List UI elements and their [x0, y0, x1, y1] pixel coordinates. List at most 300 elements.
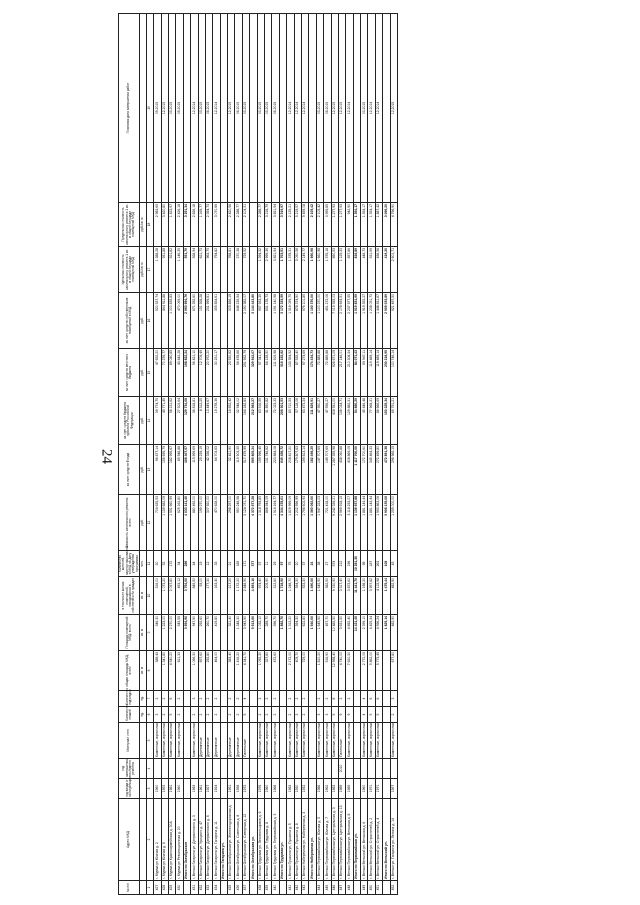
table-cell: 9 459,08	[301, 203, 308, 247]
table-cell: 1 341,80	[161, 651, 168, 691]
table-cell: 430	[176, 881, 183, 895]
table-cell	[220, 577, 227, 615]
table-cell: Каменные, кирпичные	[176, 723, 183, 759]
table-cell: 1 238 051,73	[368, 293, 375, 349]
table-cell: 451	[375, 881, 382, 895]
table-cell: 845,50	[191, 577, 198, 615]
table-cell: 1960	[361, 779, 368, 799]
column-header: Материал стен	[119, 723, 140, 759]
table-cell: 2	[213, 691, 220, 707]
table-cell: 1960	[265, 779, 272, 799]
table-cell: 649 458,72	[279, 445, 286, 495]
table-cell: 1 139 682,09	[161, 495, 168, 551]
table-cell: Итого по Трудовая ул.	[279, 799, 286, 881]
table-cell: 1 551 660,99	[168, 495, 175, 551]
table-cell	[191, 759, 198, 779]
table-cell	[250, 14, 257, 203]
table-cell: 3 754,00	[183, 577, 190, 615]
table-cell	[353, 651, 360, 691]
table-cell	[183, 881, 190, 895]
table-cell	[220, 723, 227, 759]
table-cell: 57 118,06	[294, 397, 301, 445]
table-cell: 25 239,19	[198, 445, 205, 495]
table-row	[154, 14, 161, 895]
table-cell: 251 932,79	[242, 349, 249, 397]
table-cell: 382,50	[324, 577, 331, 615]
unit-cell	[140, 14, 147, 203]
table-cell: 1 066,30	[191, 651, 198, 691]
table-cell: 172 700,60	[361, 445, 368, 495]
table-cell: 1 881 143,44	[361, 495, 368, 551]
subtotal-row	[279, 14, 286, 895]
table-cell: 1957	[390, 779, 397, 799]
table-cell: 171	[242, 551, 249, 577]
table-cell: г. Вельск Октябрьская ул. Северная д. 12	[242, 799, 249, 881]
column-header: Стоимость капитального ремонта: всего	[119, 495, 140, 551]
table-cell: 436	[235, 881, 242, 895]
table-cell: Каменные, кирпичные	[316, 723, 323, 759]
column-header: Площадь помещений МКД: всего	[119, 615, 140, 651]
table-cell	[301, 759, 308, 779]
table-cell	[383, 707, 390, 723]
column-header: Предельная стоимость капитального ремонта 1 кв. м общей площади помещений МКД	[119, 203, 140, 247]
table-cell: 4 892,40	[346, 615, 353, 651]
table-cell	[279, 691, 286, 707]
table-cell: 72 885,88	[324, 349, 331, 397]
column-number-cell: 3	[147, 779, 154, 799]
table-cell: 97	[279, 551, 286, 577]
table-cell: 4	[361, 707, 368, 723]
table-cell: 2	[324, 691, 331, 707]
subtotal-row	[250, 14, 257, 895]
column-header: в том числе жилых помещений, находящихся в собственности граждан	[119, 577, 140, 615]
table-cell: 574	[331, 551, 338, 577]
table-cell: 136 034,71	[338, 397, 345, 445]
table-cell: 34	[176, 551, 183, 577]
table-cell: 419,20	[383, 247, 390, 293]
table-cell: 2 420,56	[228, 203, 235, 247]
table-cell: 453,12	[176, 577, 183, 615]
table-cell: г. Вельск Первомайская ул. Центральная д. 13	[338, 799, 345, 881]
table-cell: 3 959,85	[324, 203, 331, 247]
table-cell: 450	[368, 881, 375, 895]
table-cell: 377	[250, 551, 257, 577]
table-cell: 47 556,27	[324, 397, 331, 445]
table-cell: 6	[375, 691, 382, 707]
table-cell: 296 985,15	[390, 445, 397, 495]
table-cell: 448	[346, 881, 353, 895]
table-cell	[183, 651, 190, 691]
table-cell: 1 073,20	[161, 577, 168, 615]
table-cell: 1 277,93	[338, 203, 345, 247]
column-number-cell: 4	[147, 759, 154, 779]
table-cell: 223 884,08	[272, 445, 279, 495]
table-cell: 1 100 370,00	[309, 293, 316, 349]
table-cell: 3 144 443,80	[250, 293, 257, 349]
table-cell: 1972	[242, 779, 249, 799]
table-cell: 64 139,50	[265, 349, 272, 397]
table-cell: 2	[257, 707, 264, 723]
column-header: год ввода в эксплуатацию	[119, 779, 140, 799]
table-cell: 394,30	[294, 615, 301, 651]
table-cell: 1 091 140,98	[272, 293, 279, 349]
table-cell: 435	[228, 881, 235, 895]
table-cell: 93,00	[198, 577, 205, 615]
table-cell: 217 146,01	[338, 349, 345, 397]
table-cell	[309, 881, 316, 895]
table-cell: 19	[198, 551, 205, 577]
table-cell: 768,81	[228, 247, 235, 293]
table-cell: 428	[161, 881, 168, 895]
table-cell: 438	[257, 881, 264, 895]
table-cell: 8 312,25	[198, 397, 205, 445]
table-cell: 445	[324, 881, 331, 895]
table-cell: 47 652,20	[154, 349, 161, 397]
table-cell: 12.2015	[331, 14, 338, 203]
table-cell: 9	[338, 707, 345, 723]
table-cell: 2 270,00	[168, 615, 175, 651]
table-cell: 129 882,31	[346, 397, 353, 445]
table-row	[198, 14, 205, 895]
table-cell	[279, 651, 286, 691]
table-cell: 1 540,00	[309, 615, 316, 651]
table-cell: 794,82	[213, 247, 220, 293]
table-cell: 472 891,38	[383, 445, 390, 495]
column-number-row	[147, 14, 154, 895]
table-cell: 97 274,69	[301, 349, 308, 397]
table-row	[265, 14, 272, 895]
table-cell: 1 223,00	[161, 615, 168, 651]
table-cell: 1 348,30	[235, 615, 242, 651]
table-cell: 2	[228, 707, 235, 723]
table-cell: 4 372 577,28	[250, 495, 257, 551]
table-cell: 431	[191, 881, 198, 895]
table-cell	[353, 779, 360, 799]
table-cell: 3 050,56	[294, 247, 301, 293]
table-cell	[309, 759, 316, 779]
table-cell: 16 652,42	[228, 397, 235, 445]
table-cell: 432	[198, 881, 205, 895]
table-cell: 1 136 637,88	[353, 495, 360, 551]
table-cell: 8	[331, 691, 338, 707]
table-cell	[272, 759, 279, 779]
table-cell: 1 032,10	[257, 615, 264, 651]
table-cell: 1 248,70	[287, 577, 294, 615]
table-cell: 1 919 353,27	[361, 293, 368, 349]
column-number-cell: 13	[147, 445, 154, 495]
table-cell: 3 124 071,70	[242, 495, 249, 551]
table-cell: 1985	[346, 779, 353, 799]
table-cell: 444	[316, 881, 323, 895]
table-row	[205, 14, 212, 895]
table-cell	[228, 759, 235, 779]
table-cell: 54 860,29	[353, 397, 360, 445]
subtotal-row	[183, 14, 190, 895]
table-cell	[353, 723, 360, 759]
table-cell: 13 449,67	[205, 397, 212, 445]
table-cell	[257, 759, 264, 779]
table-cell: 1 756 602,93	[301, 495, 308, 551]
unit-cell: руб./кв. м	[140, 247, 147, 293]
table-cell: 89 080,85	[168, 349, 175, 397]
table-cell: 520 337,74	[154, 293, 161, 349]
table-cell	[250, 651, 257, 691]
table-cell: 1986	[316, 779, 323, 799]
table-cell: 621,73	[198, 247, 205, 293]
table-cell	[309, 723, 316, 759]
table-cell: 4 893,10	[250, 577, 257, 615]
table-cell: 533,30	[301, 577, 308, 615]
table-cell: 72 885,88	[316, 349, 323, 397]
column-number-cell: 15	[147, 349, 154, 397]
table-cell: 1983	[331, 779, 338, 799]
table-cell	[220, 293, 227, 349]
table-cell: 98	[361, 551, 368, 577]
table-cell	[383, 723, 390, 759]
table-cell: 4 341,70	[242, 651, 249, 691]
table-cell: 1 117 700,00	[353, 445, 360, 495]
table-cell: 47 550,27	[316, 397, 323, 445]
table-row	[213, 14, 220, 895]
table-cell: 621,33	[176, 651, 183, 691]
table-cell: 657,86	[346, 247, 353, 293]
table-cell: 2	[346, 691, 353, 707]
table-cell: 3 420,80	[161, 203, 168, 247]
table-cell: 36 818,81	[191, 397, 198, 445]
table-cell	[383, 14, 390, 203]
column-header: № п/п	[119, 881, 140, 895]
column-header: Количество жителей, зарегистрированных в МКД на дату утверждения программы	[118, 544, 139, 575]
table-cell	[279, 779, 286, 799]
unit-cell	[140, 759, 147, 779]
column-number-cell: 8	[147, 651, 154, 691]
table-cell: 5	[331, 707, 338, 723]
table-cell: 2	[161, 707, 168, 723]
table-cell: 1 287 355,98	[331, 445, 338, 495]
table-cell	[375, 759, 382, 779]
table-cell: 260,70	[205, 615, 212, 651]
table-cell: 57	[257, 551, 264, 577]
table-cell: 2	[316, 691, 323, 707]
table-cell: 4 425,34	[368, 615, 375, 651]
table-cell: г. Вельск Первомайская ул. Вельская д. 8	[346, 799, 353, 881]
table-cell: 446	[331, 881, 338, 895]
table-cell: 4 740,00	[338, 651, 345, 691]
table-cell: 405,70	[294, 651, 301, 691]
table-cell: Каменные, кирпичные	[265, 723, 272, 759]
table-cell: 217,20	[228, 577, 235, 615]
table-cell: 1983	[287, 779, 294, 799]
table-cell	[220, 495, 227, 551]
table-row	[338, 14, 345, 895]
table-cell: 212	[338, 551, 345, 577]
column-header: Плановая дата завершения работ	[119, 14, 140, 203]
table-cell: г. Вельск Вельский ул. Строителей д. 4	[375, 799, 382, 881]
column-header: общая площадь МКД, всего	[119, 651, 140, 691]
table-cell: 30	[154, 551, 161, 577]
table-cell: 976 101,85	[301, 293, 308, 349]
table-cell: 2	[265, 707, 272, 723]
table-cell: 3 118 233,07	[346, 495, 353, 551]
table-cell: 974,40	[257, 577, 264, 615]
table-cell: 4 796,90	[390, 203, 397, 247]
table-cell	[250, 247, 257, 293]
table-cell: 86 666,69	[375, 397, 382, 445]
table-cell	[205, 759, 212, 779]
table-cell: 1 993 863,06	[375, 495, 382, 551]
table-cell: 2	[301, 707, 308, 723]
table-cell: 06.2015	[324, 14, 331, 203]
table-cell: 5 862,00	[368, 651, 375, 691]
table-cell: 408 869,09	[346, 445, 353, 495]
table-cell: г. Вельск Октябрьская ул. Железнодорожная д.	[228, 799, 235, 881]
table-cell: 5	[368, 707, 375, 723]
table-cell: 129 734,08	[183, 397, 190, 445]
table-cell: 208 817,20	[287, 445, 294, 495]
table-cell: г. Вельск Первомайская ул. Центральная д. 3	[331, 799, 338, 881]
table-cell: 179 807,63	[294, 445, 301, 495]
table-cell: 626 671,09	[331, 349, 338, 397]
table-cell	[361, 759, 368, 779]
table-cell: 1 100 370,00	[316, 293, 323, 349]
table-cell: 482,90	[390, 615, 397, 651]
table-cell: 2	[301, 691, 308, 707]
table-cell: Итого по Вельский ул.	[383, 799, 390, 881]
table-cell: 4 033 141,40	[183, 495, 190, 551]
table-cell: 39 774,75	[154, 397, 161, 445]
table-cell: 2 394,73	[205, 203, 212, 247]
table-cell	[183, 759, 190, 779]
table-cell: 704 635,53	[154, 495, 161, 551]
table-cell: 1 416,20	[235, 651, 242, 691]
column-header: Количество подъездов	[119, 691, 140, 707]
table-cell	[383, 881, 390, 895]
table-cell: 2 399,10	[361, 615, 368, 651]
table-cell: 147 707,69	[316, 445, 323, 495]
table-cell: 2	[272, 691, 279, 707]
table-cell: 3 070,66	[213, 203, 220, 247]
table-cell: 32 421,90	[228, 445, 235, 495]
table-cell	[220, 615, 227, 651]
table-cell: 27 302,64	[176, 397, 183, 445]
table-cell	[331, 759, 338, 779]
table-cell: 1 448 831,67	[375, 293, 382, 349]
table-cell: 677,80	[390, 651, 397, 691]
table-cell: 438 060,88	[338, 445, 345, 495]
table-cell: Каменные, кирпичные	[331, 723, 338, 759]
table-cell: 210 308,34	[346, 349, 353, 397]
table-cell: 449	[361, 881, 368, 895]
table-cell: 1 703,51	[279, 247, 286, 293]
table-cell: 2	[161, 691, 168, 707]
table-cell	[154, 759, 161, 779]
unit-cell: руб.	[140, 495, 147, 551]
table-cell: 2 826,18	[191, 203, 198, 247]
table-cell: 133 354,52	[287, 349, 294, 397]
table-cell: 100 746,14	[390, 349, 397, 397]
unit-cell	[140, 779, 147, 799]
table-cell: 3	[191, 691, 198, 707]
table-cell: 87 535,40	[294, 349, 301, 397]
table-cell: 58 131,62	[168, 397, 175, 445]
table-cell: 1981	[168, 779, 175, 799]
table-cell: г. Вельск Трудовая ул. Трудовая д. 8	[265, 799, 272, 881]
table-cell: 06.2015	[272, 14, 279, 203]
subtotal-row	[309, 14, 316, 895]
table-cell: 83 710,53	[287, 397, 294, 445]
table-cell: 305 826,19	[228, 293, 235, 349]
table-cell: 963,75	[205, 247, 212, 293]
table-cell	[383, 779, 390, 799]
table-cell: г. Вельск Трудовая ул. Первомайская д. 3	[272, 799, 279, 881]
table-cell: 2	[294, 691, 301, 707]
table-cell: 5	[375, 707, 382, 723]
table-cell: Деревянные	[205, 723, 212, 759]
unit-cell: ед.	[140, 691, 147, 707]
table-cell	[176, 759, 183, 779]
table-cell	[220, 397, 227, 445]
table-cell: 292,60	[198, 615, 205, 651]
table-cell: 1 810,20	[316, 651, 323, 691]
table-cell: 3 821,94	[272, 247, 279, 293]
table-cell: 12.2014	[301, 14, 308, 203]
table-cell: 419,80	[213, 615, 220, 651]
table-cell: 2 426,18	[176, 203, 183, 247]
table-cell	[383, 759, 390, 779]
table-cell	[250, 779, 257, 799]
table-cell: г. Мурма ул Южная д. 6	[161, 799, 168, 881]
table-cell: 2 104,31	[242, 203, 249, 247]
table-cell: 1 019 831,69	[353, 293, 360, 349]
table-cell: 2 135,21	[287, 203, 294, 247]
table-cell: 20 972,20	[205, 349, 212, 397]
table-cell: 2 983,65	[154, 203, 161, 247]
table-cell: 931,88	[161, 247, 168, 293]
table-cell: 316 162,62	[279, 349, 286, 397]
table-cell: Каменные, кирпичные	[368, 723, 375, 759]
table-cell: 447	[338, 881, 345, 895]
table-cell	[309, 779, 316, 799]
table-cell: г. Мурма ул Южная д. 2	[154, 799, 161, 881]
table-cell: 292,80	[205, 651, 212, 691]
table-cell: 448,73	[361, 247, 368, 293]
table-cell	[220, 691, 227, 707]
table-cell: Деревянные	[198, 723, 205, 759]
table-cell	[279, 759, 286, 779]
table-row	[375, 14, 382, 895]
table-cell: 457,70	[324, 615, 331, 651]
table-cell: 111 829,91	[309, 397, 316, 445]
table-cell: 289	[183, 551, 190, 577]
table-cell	[324, 759, 331, 779]
table-cell: Панельные	[338, 723, 345, 759]
table-cell: 2 601,71	[390, 247, 397, 293]
table-row	[294, 14, 301, 895]
table-cell: 115 903,35	[235, 445, 242, 495]
table-cell: 9 242 339,21	[331, 495, 338, 551]
table-cell	[213, 759, 220, 779]
table-cell: 1989	[338, 779, 345, 799]
table-cell: 878 374,90	[294, 293, 301, 349]
table-cell: 1971	[368, 779, 375, 799]
table-cell: 7 620,30	[346, 651, 353, 691]
table-cell: 12.2015	[390, 14, 397, 203]
unit-cell: руб.	[140, 293, 147, 349]
table-cell: 1 660,98	[316, 247, 323, 293]
table-cell: Каменные, кирпичные	[272, 723, 279, 759]
table-cell: 12.2014	[191, 14, 198, 203]
table-cell	[183, 691, 190, 707]
